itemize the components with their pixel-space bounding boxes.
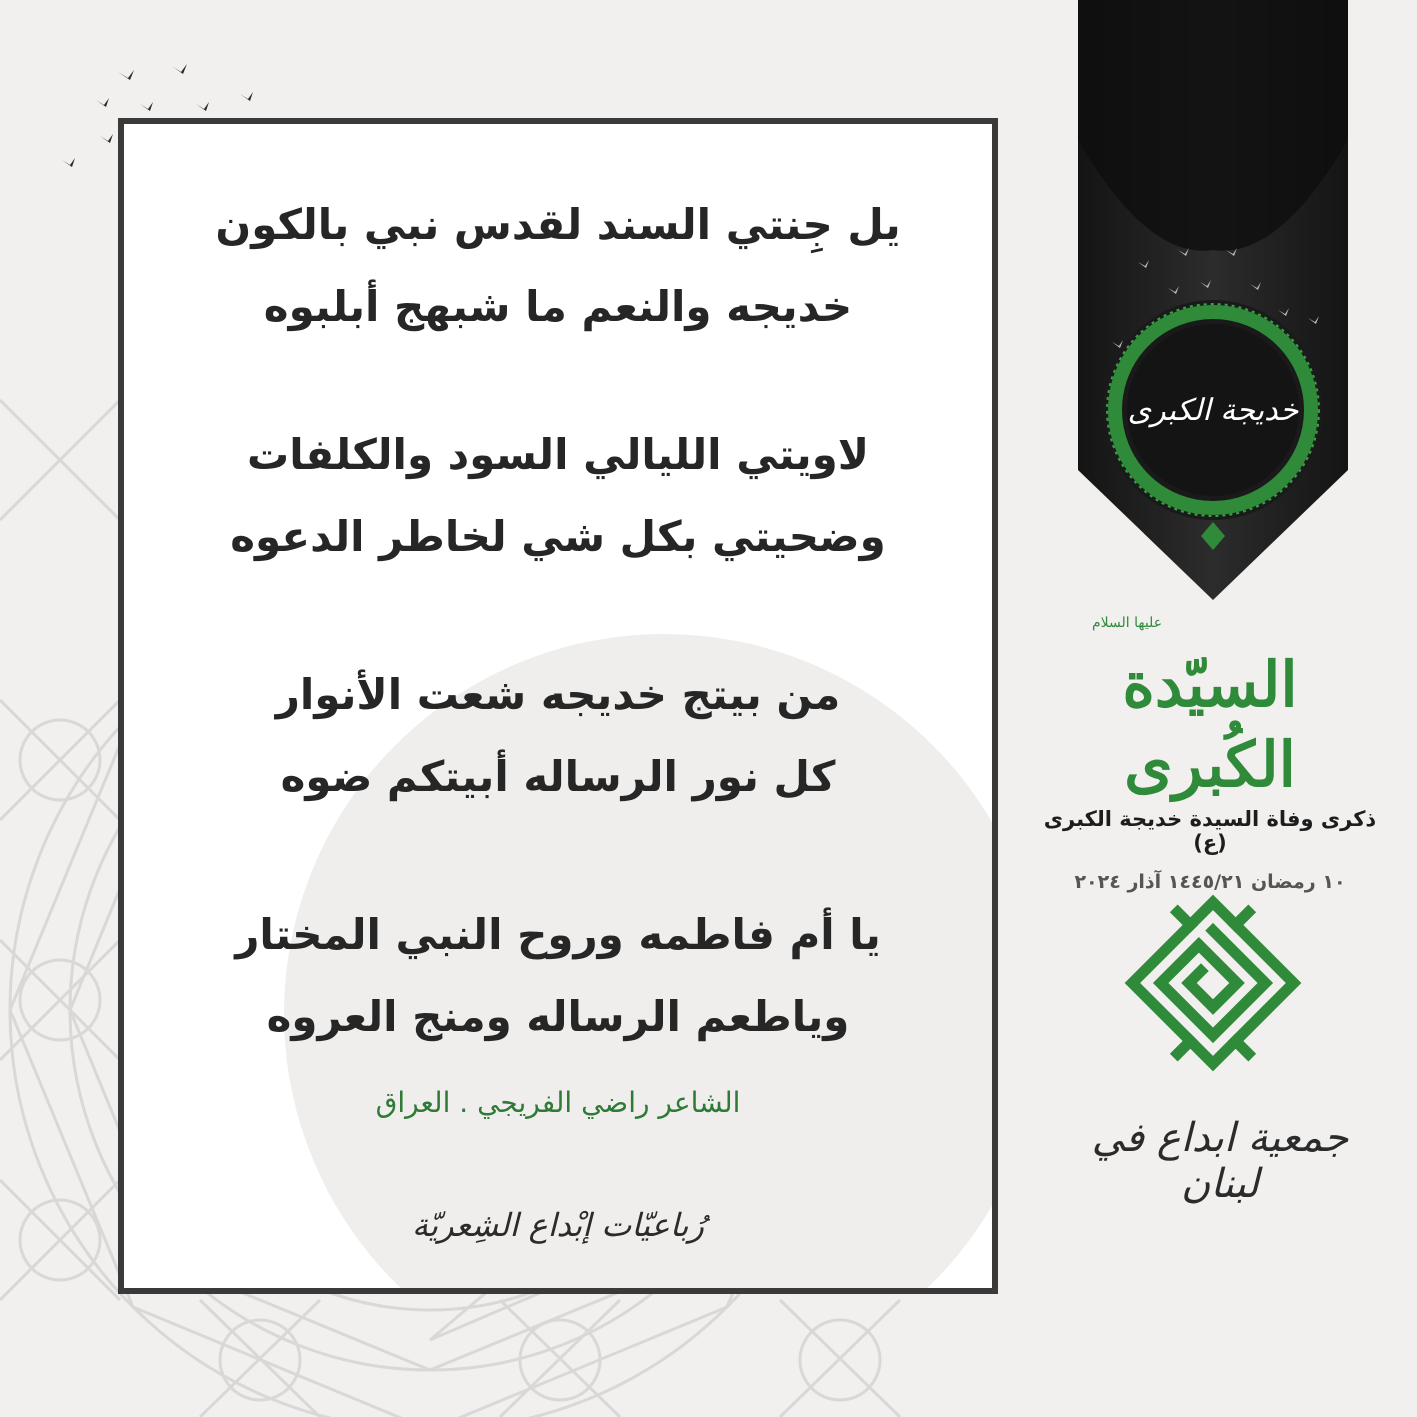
verse-line: خديجه والنعم ما شبهج أبلبوه <box>263 282 853 331</box>
stanza-1 <box>124 184 992 348</box>
banner-calligraphy: خديجة الكبرى <box>1127 393 1299 428</box>
poet-credit: الشاعر راضي الفريجي . العراق <box>375 1086 741 1119</box>
verse-line: من بيتج خديجه شعت الأنوار <box>275 670 841 719</box>
verse-line: كل نور الرساله أبيتكم ضوه <box>280 752 836 801</box>
honorific-text: عليها السلام <box>1092 615 1163 631</box>
series-signature: رُباعيّات إبْداع الشِعريّة <box>412 1206 704 1244</box>
organization-name-calligraphy: جمعية ابداع في لبنان <box>1091 1115 1349 1207</box>
occasion-title-block <box>1040 615 1380 893</box>
verse-line: لاويتي الليالي السود والكلفات <box>247 430 869 479</box>
occasion-date: ١٠ رمضان ١٤٤٥/٢١ آذار ٢٠٢٤ <box>1074 871 1346 893</box>
kufic-square-logo-icon <box>1118 888 1308 1078</box>
stanza-3 <box>124 654 992 818</box>
occasion-calligraphy-title: السيّدة الكُبرى <box>1122 648 1298 801</box>
poem-card <box>118 118 998 1294</box>
stanza-4 <box>124 894 992 1058</box>
black-mourning-banner <box>1078 0 1348 610</box>
occasion-subtitle: ذكرى وفاة السيدة خديجة الكبرى (ع) <box>1043 807 1377 855</box>
verse-line: يا أم فاطمه وروح النبي المختار <box>235 910 881 959</box>
verse-line: وياطعم الرساله ومنج العروه <box>266 992 850 1041</box>
verse-line: وضحيتي بكل شي لخاطر الدعوه <box>230 512 886 561</box>
verse-line: يل جِنتي السند لقدس نبي بالكون <box>215 200 901 249</box>
stanza-2 <box>124 414 992 578</box>
